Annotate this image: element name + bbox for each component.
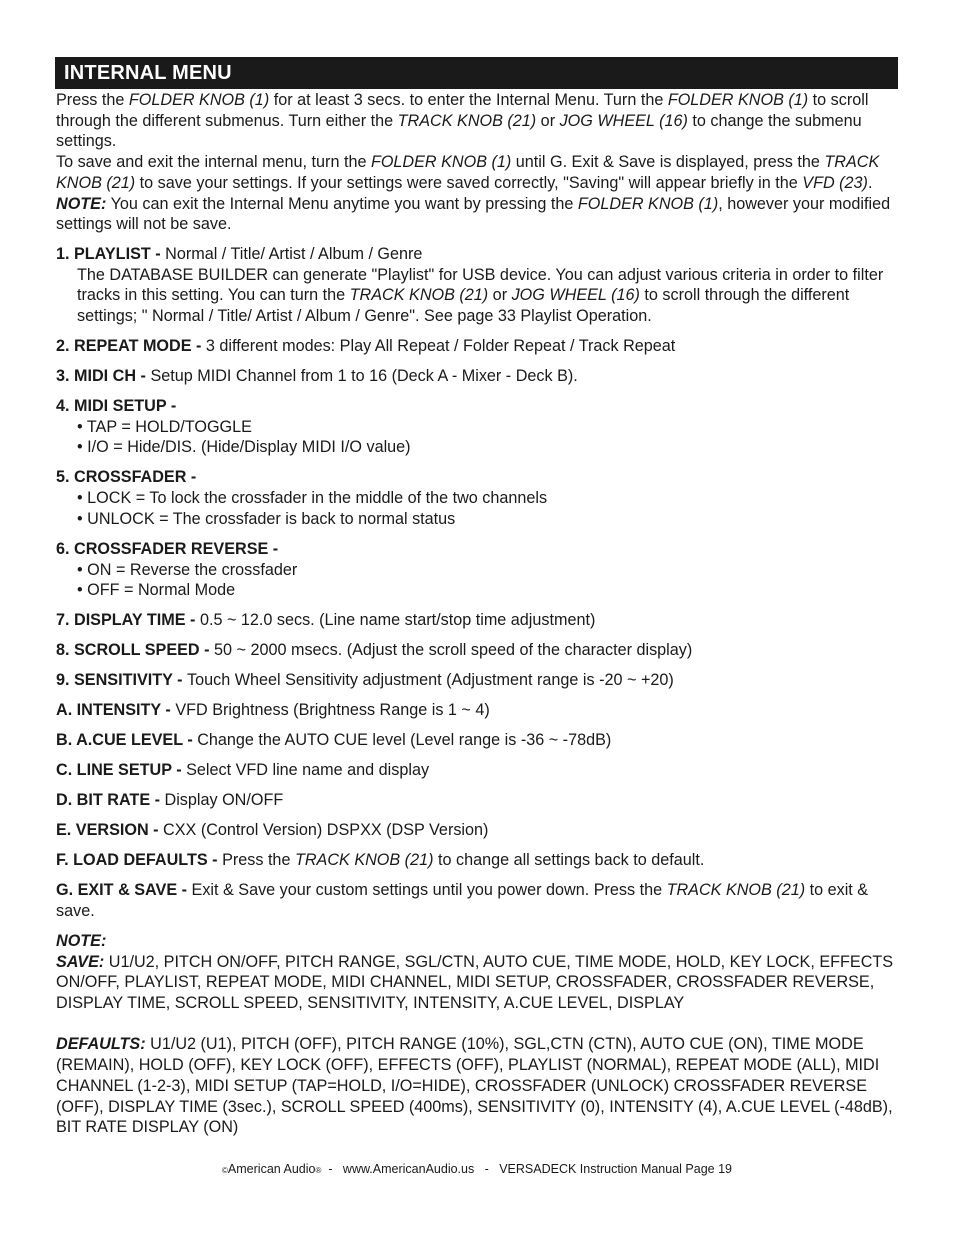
menu-item-midi-ch: 3. MIDI CH - Setup MIDI Channel from 1 to 16 (Deck A - Mixer - Deck B). [56, 367, 578, 386]
bullet-item: • LOCK = To lock the crossfader in the middle of the two channels [77, 489, 548, 508]
item-label: A. INTENSITY - [56, 701, 176, 720]
track-knob-ref: TRACK KNOB (21) [56, 153, 880, 192]
item-label: C. LINE SETUP - [56, 761, 187, 780]
vfd-ref: VFD (23) [802, 173, 868, 192]
bullet-item: • ON = Reverse the crossfader [77, 560, 298, 579]
menu-item-display-time: 7. DISPLAY TIME - 0.5 ~ 12.0 secs. (Line name start/stop time adjustment) [56, 611, 596, 630]
defaults-label: DEFAULTS: [56, 1035, 146, 1054]
menu-item-exit-save: G. EXIT & SAVE - Exit & Save your custom settings until you power down. Press the TRACK KNOB (21) to exit & save. [56, 881, 869, 920]
item-label: F. LOAD DEFAULTS - [56, 851, 223, 870]
menu-item-acue-level: B. A.CUE LEVEL - Change the AUTO CUE level (Level range is -36 ~ -78dB) [56, 731, 612, 750]
jog-wheel-ref: JOG WHEEL (16) [559, 111, 688, 130]
intro-paragraph-1: Press the FOLDER KNOB (1) for at least 3 secs. to enter the Internal Menu. Turn the FOLDER KNOB (1) to scroll through the different submenus. Turn either the TRACK KNOB (21) or JOG WHEEL (16) to change the submenu settings. [56, 91, 869, 151]
menu-item-intensity: A. INTENSITY - VFD Brightness (Brightness Range is 1 ~ 4) [56, 701, 490, 720]
registered-symbol: ® [315, 1166, 322, 1175]
folder-knob-ref: FOLDER KNOB (1) [128, 91, 270, 109]
bullet-item: • UNLOCK = The crossfader is back to normal status [77, 509, 456, 528]
track-knob-ref: TRACK KNOB (21) [349, 286, 489, 305]
playlist-description: The DATABASE BUILDER can generate "Playlist" for USB device. You can adjust various criteria in order to filter tracks in this setting. You can turn the TRACK KNOB (21) or JOG WHEEL (16) to scroll through the different settings; " Normal / Title/ Artist / Album / Genre". See page 33 Playlist Operation. [77, 265, 884, 326]
item-label: D. BIT RATE - [56, 791, 165, 810]
menu-item-version: E. VERSION - CXX (Control Version) DSPXX (DSP Version) [56, 821, 489, 840]
menu-item-playlist: 1. PLAYLIST - Normal / Title/ Artist / Album / Genre The DATABASE BUILDER can generate "Playlist" for USB device. You can adjust various criteria in order to filter tracks in this setting. You can turn the TRACK KNOB (21) or JOG WHEEL (16) to scroll through the different settings; " Normal / Title/ Artist / Album / Genre". See page 33 Playlist Operation. [56, 244, 898, 327]
menu-item-repeat-mode: 2. REPEAT MODE - 3 different modes: Play All Repeat / Folder Repeat / Track Repeat [56, 337, 676, 356]
item-label: 7. DISPLAY TIME - [56, 611, 200, 630]
menu-item-crossfader-reverse [56, 539, 898, 601]
item-label: 1. PLAYLIST - [56, 244, 166, 263]
defaults-list: DEFAULTS: U1/U2 (U1), PITCH (OFF), PITCH RANGE (10%), SGL,CTN (CTN), AUTO CUE (ON), TIME MODE (REMAIN), HOLD (OFF), KEY LOCK (OFF), EFFECTS (OFF), PLAYLIST (NORMAL), REPEAT MODE (ALL), MIDI CHANNEL (1-2-3), MIDI SETUP (TAP=HOLD, I/O=HIDE), CROSSFADER (UNLOCK) CROSSFADER REVERSE (OFF), DISPLAY TIME (3sec.), SCROLL SPEED (400ms), SENSITIVITY (0), INTENSITY (4), A.CUE LEVEL (-48dB), BIT RATE DISPLAY (ON) [56, 1035, 893, 1137]
note-label: NOTE: [56, 194, 107, 213]
item-label: 2. REPEAT MODE - [56, 337, 206, 356]
item-label: 4. MIDI SETUP - [56, 397, 177, 416]
menu-item-midi-setup [56, 396, 898, 458]
item-label: 8. SCROLL SPEED - [56, 641, 215, 660]
track-knob-ref: TRACK KNOB (21) [294, 851, 434, 870]
intro-paragraph-2: To save and exit the internal menu, turn the FOLDER KNOB (1) until G. Exit & Save is displayed, press the TRACK KNOB (21) to save your settings. If your settings were saved correctly, "Saving" will appear briefly in the VFD (23). [56, 153, 880, 192]
menu-item-line-setup: C. LINE SETUP - Select VFD line name and display [56, 761, 430, 780]
save-label: SAVE: [56, 952, 105, 971]
footer-text: - www.AmericanAudio.us - VERSADECK Instruction Manual Page 19 [321, 1162, 732, 1176]
bullet-item: • TAP = HOLD/TOGGLE [77, 417, 252, 436]
folder-knob-ref: FOLDER KNOB (1) [577, 194, 719, 213]
track-knob-ref: TRACK KNOB (21) [397, 111, 537, 130]
footer-brand: American Audio [227, 1162, 316, 1176]
menu-item-sensitivity: 9. SENSITIVITY - Touch Wheel Sensitivity adjustment (Adjustment range is -20 ~ +20) [56, 671, 674, 690]
item-label: 6. CROSSFADER REVERSE - [56, 539, 279, 558]
section-title: INTERNAL MENU [64, 62, 232, 84]
item-label: 3. MIDI CH - [56, 367, 151, 386]
save-list: SAVE: U1/U2, PITCH ON/OFF, PITCH RANGE, SGL/CTN, AUTO CUE, TIME MODE, HOLD, KEY LOCK, EFFECTS ON/OFF, PLAYLIST, REPEAT MODE, MIDI CHANNEL, MIDI SETUP, CROSSFADER, CROSSFADER REVERSE, DISPLAY TIME, SCROLL SPEED, SENSITIVITY, INTENSITY, A.CUE LEVEL, DISPLAY [56, 952, 894, 1013]
bullet-item: • OFF = Normal Mode [77, 581, 236, 600]
item-label: G. EXIT & SAVE - [56, 881, 192, 900]
item-label: 9. SENSITIVITY - [56, 671, 188, 690]
folder-knob-ref: FOLDER KNOB (1) [370, 153, 512, 172]
menu-item-load-defaults: F. LOAD DEFAULTS - Press the TRACK KNOB (21) to change all settings back to default. [56, 851, 705, 870]
menu-item-scroll-speed: 8. SCROLL SPEED - 50 ~ 2000 msecs. (Adjust the scroll speed of the character display) [56, 641, 693, 660]
intro-note: NOTE: You can exit the Internal Menu anytime you want by pressing the FOLDER KNOB (1), however your modified settings will not be save. [56, 194, 891, 234]
bullet-item: • I/O = Hide/DIS. (Hide/Display MIDI I/O value) [77, 438, 411, 457]
item-label: B. A.CUE LEVEL - [56, 731, 198, 750]
folder-knob-ref: FOLDER KNOB (1) [667, 91, 809, 109]
copyright-symbol: © [222, 1166, 228, 1175]
item-label: E. VERSION - [56, 821, 164, 840]
item-label: 5. CROSSFADER - [56, 468, 197, 487]
menu-item-crossfader [56, 467, 898, 529]
page-footer [0, 1161, 954, 1179]
section-header-bar [55, 57, 898, 89]
notes-heading: NOTE: [56, 931, 107, 950]
menu-item-bit-rate: D. BIT RATE - Display ON/OFF [56, 791, 284, 810]
manual-body [56, 90, 898, 1138]
notes-section [56, 931, 898, 1138]
jog-wheel-ref: JOG WHEEL (16) [511, 286, 640, 305]
track-knob-ref: TRACK KNOB (21) [666, 881, 806, 900]
